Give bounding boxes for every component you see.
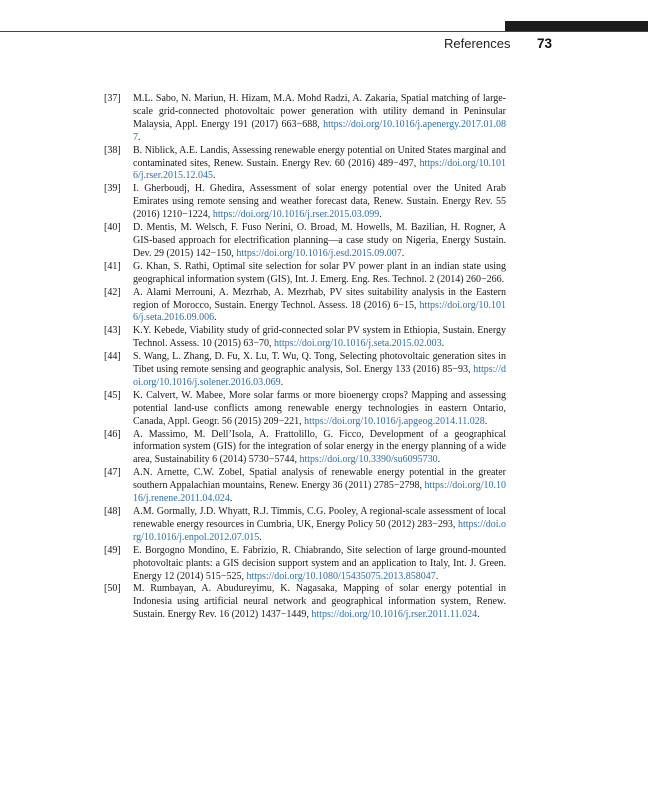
running-head-title: References (444, 36, 511, 51)
reference-text: M. Rumbayan, A. Abudureyimu, K. Nagasaka, Mapping of solar energy potential in Indonesia using artificial neural network and geographical information system, Renew. Sustain. Energy Rev. 16 (2012) 1437−1449, (133, 583, 506, 621)
doi-link[interactable]: https://doi.org/10.1016/j.rser.2011.11.024 (311, 609, 478, 621)
reference-item (104, 145, 506, 184)
reference-label: [50] (104, 583, 121, 595)
reference-text: A. Massimo, M. Dell’Isola, A. Frattolillo, G. Ficco, Development of a geographical information system (GIS) for the integration of solar energy in the energy planning of a wide area, Sustainability 6 (2014) 5730−5744, (133, 428, 506, 466)
header-decor-bar (505, 21, 648, 31)
reference-label: [46] (104, 428, 121, 440)
doi-link[interactable]: https://doi.org/10.1016/j.rser.2015.12.045 (133, 157, 506, 182)
reference-end: . (477, 609, 480, 621)
reference-text: A. Alami Merrouni, A. Mezrhab, A. Mezrhab, PV sites suitability analysis in the Eastern region of Morocco, Sustain. Energy Technol. Assess. 18 (2016) 6−15, (133, 286, 506, 311)
doi-link[interactable]: https://doi.org/10.1080/15435075.2013.858047 (246, 570, 436, 582)
reference-label: [43] (104, 325, 121, 337)
doi-link[interactable]: https://doi.org/10.1016/j.esd.2015.09.007 (236, 247, 402, 259)
reference-text: A.M. Gormally, J.D. Whyatt, R.J. Timmis, C.G. Pooley, A regional-scale assessment of local renewable energy resources in Cumbria, UK, Energy Policy 50 (2012) 283−293, (133, 506, 506, 530)
reference-label: [45] (104, 389, 121, 401)
reference-end: . (229, 493, 233, 505)
reference-item (104, 222, 506, 261)
reference-text: I. Gherboudj, H. Ghedira, Assessment of solar energy potential over the United Arab Emirates using remote sensing and weather forecast data, Renew. Sustain. Energy Rev. 55 (2016) 1210−1224, (133, 183, 506, 221)
reference-text: M.L. Sabo, N. Mariun, H. Hizam, M.A. Mohd Radzi, A. Zakaria, Spatial matching of large-scale grid-connected photovoltaic power generation with utility demand in Peninsular Malaysia, Appl. Energy 191 (2017) 663−688, (133, 93, 506, 130)
reference-end: . (213, 170, 216, 182)
running-header (420, 36, 552, 52)
reference-end: . (401, 247, 405, 259)
header-rule (0, 31, 648, 32)
reference-label: [48] (104, 506, 121, 517)
reference-label: [38] (104, 144, 121, 156)
reference-label: [40] (104, 222, 121, 234)
reference-text: K.Y. Kebede, Viability study of grid-connected solar PV system in Ethiopia, Sustain. Energy Technol. Assess. 10 (2015) 63−70, (133, 325, 506, 350)
reference-item (104, 506, 506, 545)
doi-link[interactable]: https://doi.org/10.1016/j.enpol.2012.07.015 (133, 518, 506, 543)
reference-end: . (379, 209, 382, 221)
doi-link[interactable]: https://doi.org/10.1016/j.renene.2011.04.024 (133, 480, 506, 505)
reference-text: A.N. Arnette, C.W. Zobel, Spatial analysis of renewable energy potential in the greater southern Appalachian mountains, Renew. Energy 36 (2011) 2785−2798, (133, 467, 506, 492)
reference-list (104, 93, 506, 622)
reference-item (104, 325, 506, 351)
reference-text: K. Calvert, W. Mabee, More solar farms or more bioenergy crops? Mapping and assessing potential land-use conflicts among renewable energy technologies in eastern Ontario, Canada, Appl. Geogr. 56 (2015) 209−221, (133, 389, 506, 427)
doi-link[interactable]: https://doi.org/10.1016/j.solener.2016.03.069 (133, 364, 506, 388)
reference-item (104, 261, 506, 287)
reference-item (104, 583, 506, 622)
reference-text: B. Niblick, A.E. Landis, Assessing renewable energy potential on United States marginal and contaminated sites, Renew. Sustain. Energy Rev. 60 (2016) 489−497, (133, 144, 506, 169)
reference-item (104, 390, 506, 429)
reference-item (104, 287, 506, 326)
page-number: 73 (536, 36, 552, 51)
doi-link[interactable]: https://doi.org/10.3390/su6095730 (299, 454, 438, 466)
reference-end: . (138, 131, 141, 143)
reference-label: [47] (104, 467, 121, 479)
reference-item (104, 351, 506, 390)
reference-item (104, 183, 506, 222)
reference-label: [41] (104, 260, 121, 272)
reference-label: [44] (104, 351, 121, 363)
reference-text: G. Khan, S. Rathi, Optimal site selection for solar PV power plant in an indian state using geographical information system (GIS), Int. J. Emerg. Eng. Res. Technol. 2 (2014) 260−266. (133, 260, 506, 285)
reference-item (104, 429, 506, 468)
reference-label: [37] (104, 93, 121, 104)
reference-text: S. Wang, L. Zhang, D. Fu, X. Lu, T. Wu, Q. Tong, Selecting photovoltaic generation sites in Tibet using remote sensing and geographic analysis, Sol. Energy 133 (2016) 85−93, (133, 351, 506, 376)
reference-text: D. Mentis, M. Welsch, F. Fuso Nerini, O. Broad, M. Howells, M. Bazilian, H. Rogner, A GIS-based approach for electrification planning—a case study on Nigeria, Energy Sustain. Dev. 29 (2015) 142−150, (133, 222, 506, 259)
reference-label: [49] (104, 544, 121, 556)
doi-link[interactable]: https://doi.org/10.1016/j.apgeog.2014.11.028 (304, 415, 485, 427)
reference-end: . (435, 570, 439, 582)
reference-item (104, 93, 506, 145)
doi-link[interactable]: https://doi.org/10.1016/j.rser.2015.03.099 (212, 209, 380, 221)
doi-link[interactable]: https://doi.org/10.1016/j.apenergy.2017.01.087 (133, 118, 506, 143)
reference-item (104, 545, 506, 584)
reference-label: [39] (104, 183, 121, 195)
reference-end: . (441, 338, 445, 350)
reference-end: . (280, 376, 284, 388)
reference-end: . (259, 531, 262, 543)
reference-end: . (437, 454, 441, 466)
reference-end: . (214, 312, 217, 324)
reference-end: . (484, 415, 488, 427)
doi-link[interactable]: https://doi.org/10.1016/j.seta.2016.09.006 (133, 299, 506, 324)
reference-item (104, 467, 506, 506)
reference-label: [42] (104, 286, 121, 298)
doi-link[interactable]: https://doi.org/10.1016/j.seta.2015.02.003 (274, 338, 442, 350)
reference-text: E. Borgogno Mondino, E. Fabrizio, R. Chiabrando, Site selection of large ground-mounted photovoltaic plants: a GIS decision support system and an application to Italy, Int. J. Green. Energy 12 (2014) 515−525, (133, 544, 506, 582)
